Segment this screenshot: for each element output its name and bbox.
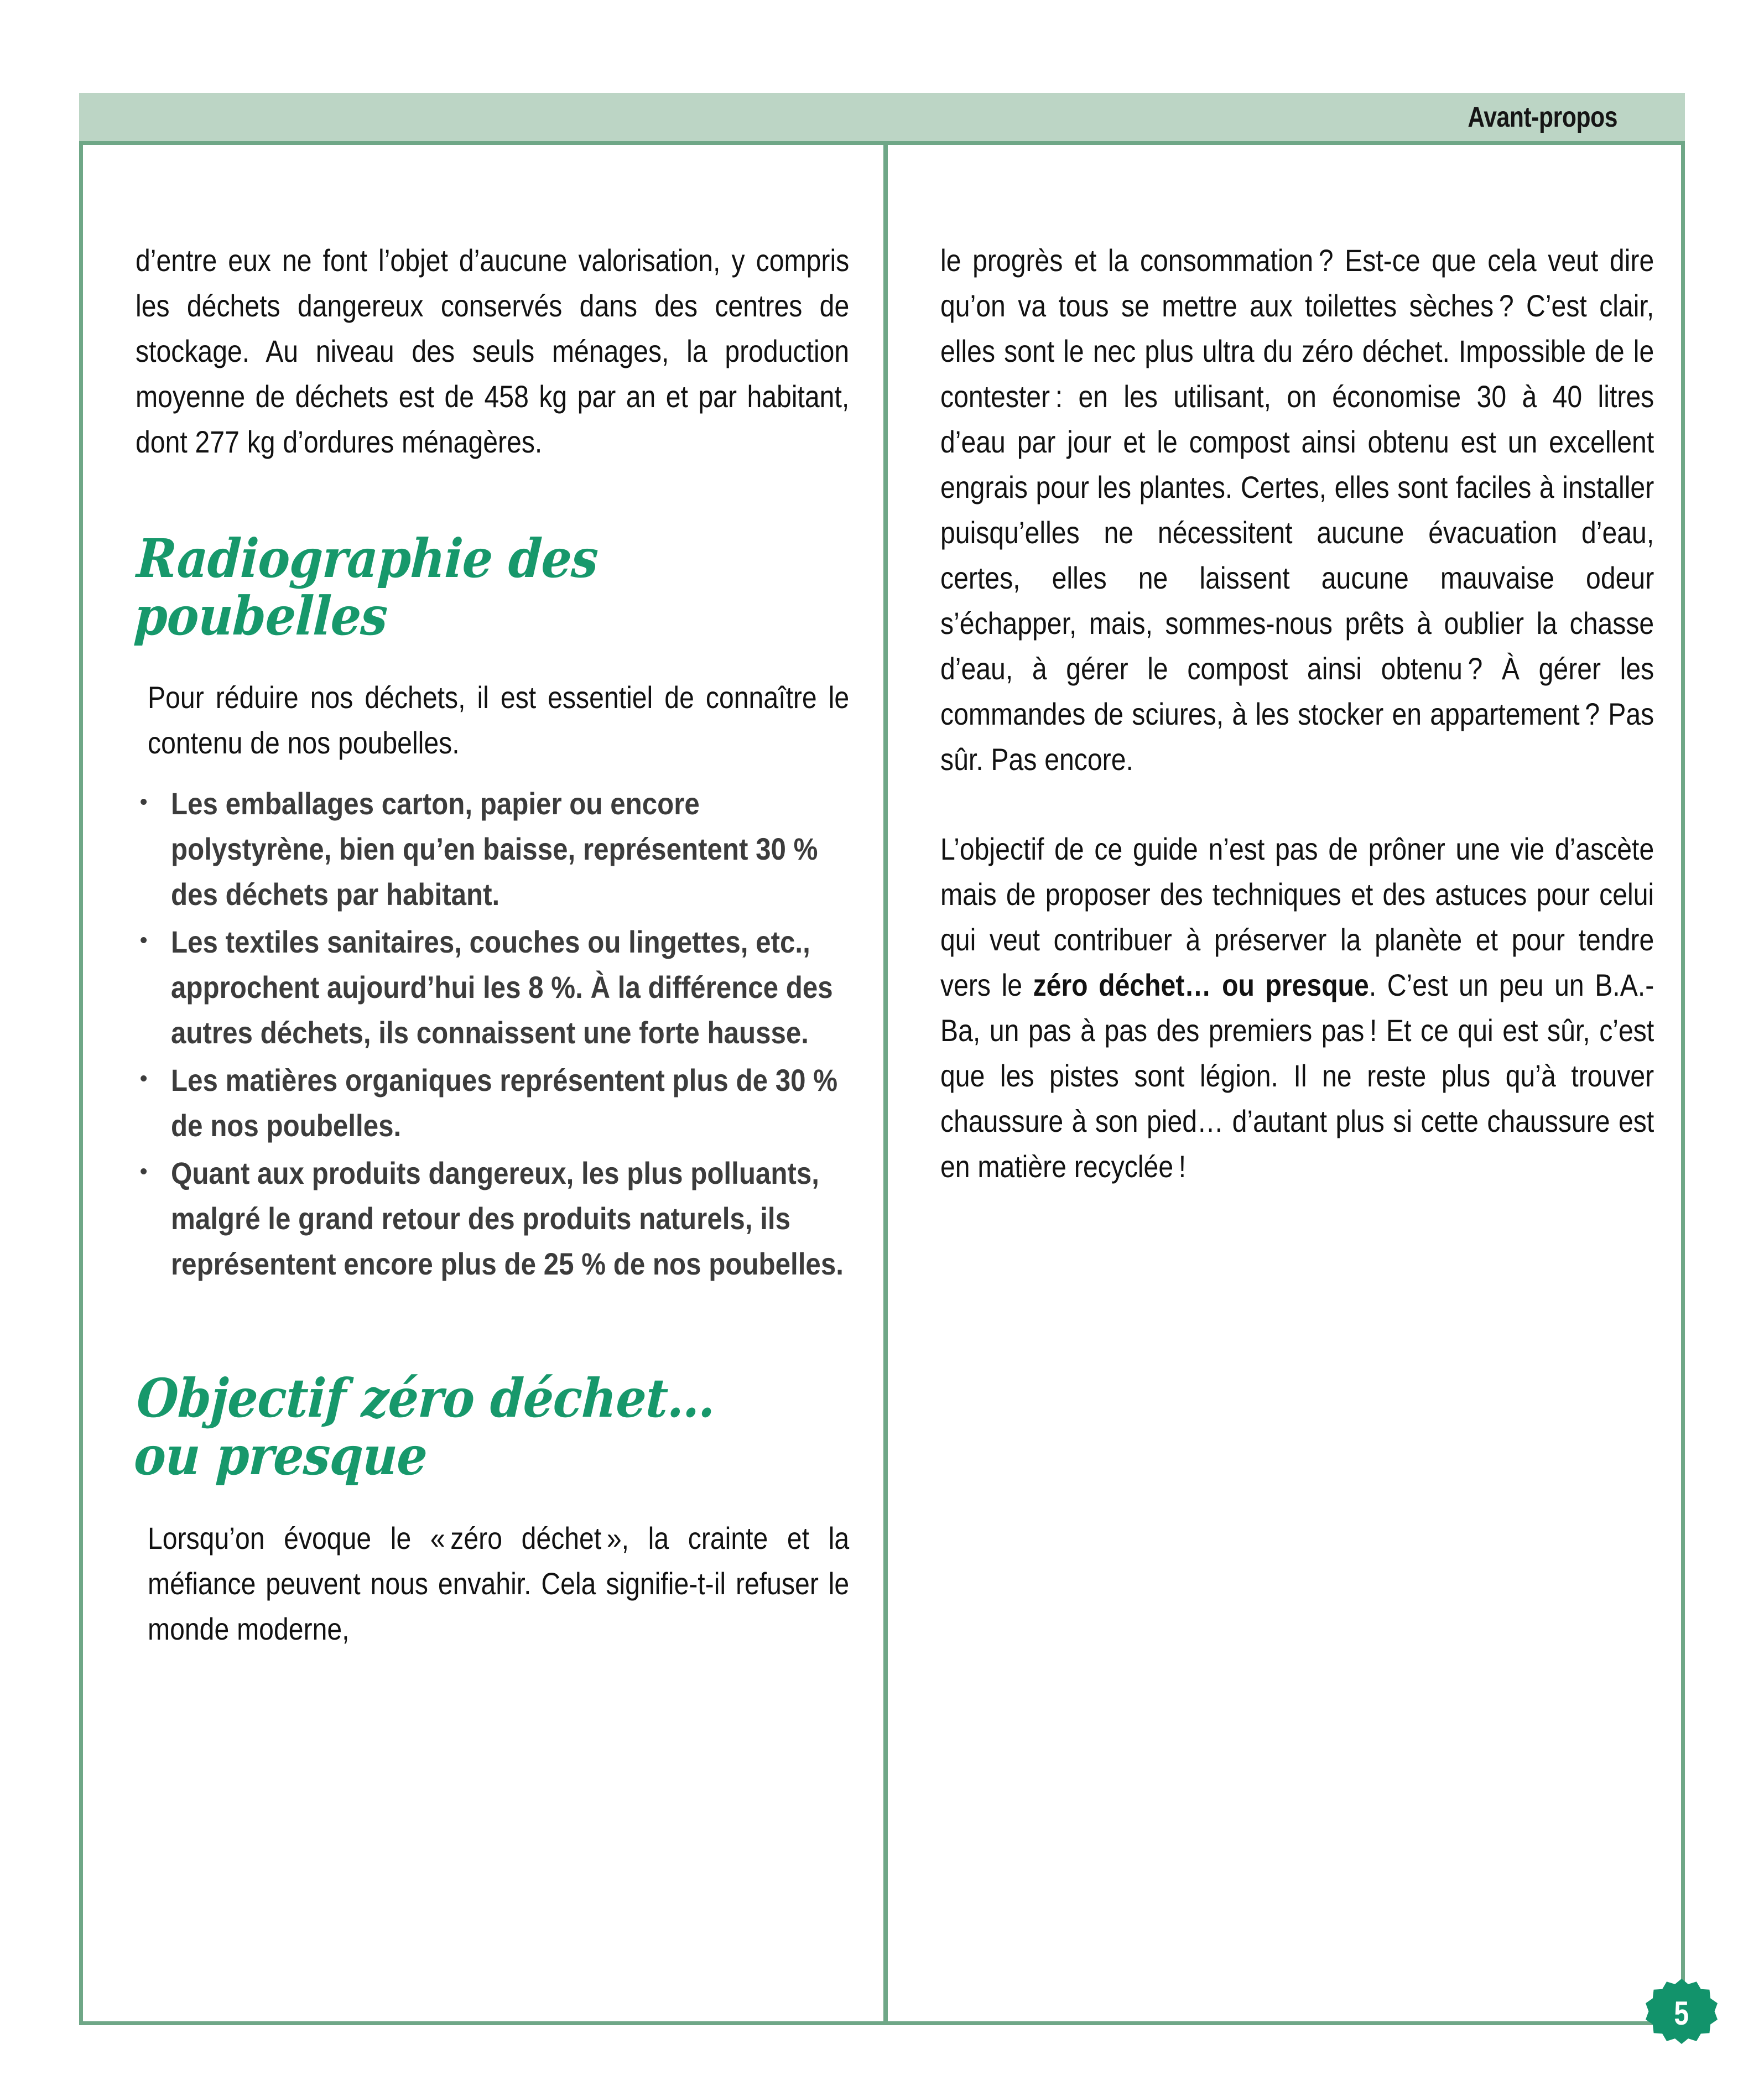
right-paragraph-1: le progrès et la consommation ? Est-ce que cela veut dire qu’on va tous se mettre aux toilettes sèches ? C’est clair, elles sont le nec plus ultra du zéro déchet. Impossible de le contester : en les utilisant, on économise 30 à 40 litres d’eau par jour et le compost ainsi obtenu est un excellent engrais pour les plantes. Certes, elles sont faciles à installer puisqu’elles ne nécessitent aucune évacuation d’eau, certes, elles ne laissent aucune mauvaise odeur s’échapper, mais, sommes-nous prêts à oublier la chasse d’eau, à gérer le compost ainsi obtenu ? À gérer les commandes de sciures, à les stocker en appartement ? Pas sûr. Pas encore.	[940, 243, 1654, 777]
right-paragraph-2-lead: L’objectif de ce guide n’est pas de prôner une vie d’ascète mais de proposer des techniques et des astuces pour celui qui veut contribuer à préserver la planète et pour tendre vers le	[940, 831, 1654, 1002]
list-item: • Les emballages carton, papier ou encore polystyrène, bien qu’en baisse, représentent 30 % des déchets par habitant.	[136, 781, 849, 917]
right-paragraph-2	[940, 826, 1654, 1189]
closing-paragraph: Lorsqu’on évoque le « zéro déchet », la crainte et la méfiance peuvent nous envahir. Cela signifie-t-il refuser le monde moderne,	[148, 1521, 850, 1646]
page-number: 5	[1674, 1995, 1689, 2032]
right-column	[940, 238, 1654, 1189]
intro-paragraph: Pour réduire nos déchets, il est essentiel de connaître le contenu de nos poubelles.	[148, 680, 850, 760]
emphasis-zero-dechet: zéro déchet… ou presque	[1033, 968, 1369, 1002]
left-column	[132, 238, 850, 1652]
column-divider	[883, 141, 888, 2025]
list-item: • Les textiles sanitaires, couches ou lingettes, etc., approchent aujourd’hui les 8 %. À la différence des autres déchets, ils connaissent une forte hausse.	[136, 919, 849, 1055]
running-head-title: Avant-propos	[1468, 101, 1617, 133]
waste-breakdown-list	[136, 781, 849, 1287]
section-heading-objectif: Objectif zéro déchet… ou presque	[132, 1367, 717, 1487]
section-heading-radiographie: Radiographie des poubelles	[132, 527, 600, 647]
running-head-band	[79, 93, 1685, 141]
list-item: • Les matières organiques représentent plus de 30 % de nos poubelles.	[136, 1058, 849, 1148]
continued-paragraph: d’entre eux ne font l’objet d’aucune valorisation, y compris les déchets dangereux conservés dans des centres de stockage. Au niveau des seuls ménages, la production moyenne de déchets est de 458 kg par an et par habitant, dont 277 kg d’ordures ménagères.	[136, 243, 850, 459]
list-item: • Quant aux produits dangereux, les plus polluants, malgré le grand retour des produits naturels, ils représentent encore plus de 25 % de nos poubelles.	[136, 1151, 849, 1287]
right-paragraph-2-tail: . C’est un peu un B.A.-Ba, un pas à pas des premiers pas ! Et ce qui est sûr, c’est que les pistes sont légion. Il ne reste plus qu’à trouver chaussure à son pied… d’autant plus si cette chaussure est en matière recyclée !	[940, 968, 1654, 1184]
page-number-badge	[1646, 1979, 1718, 2051]
